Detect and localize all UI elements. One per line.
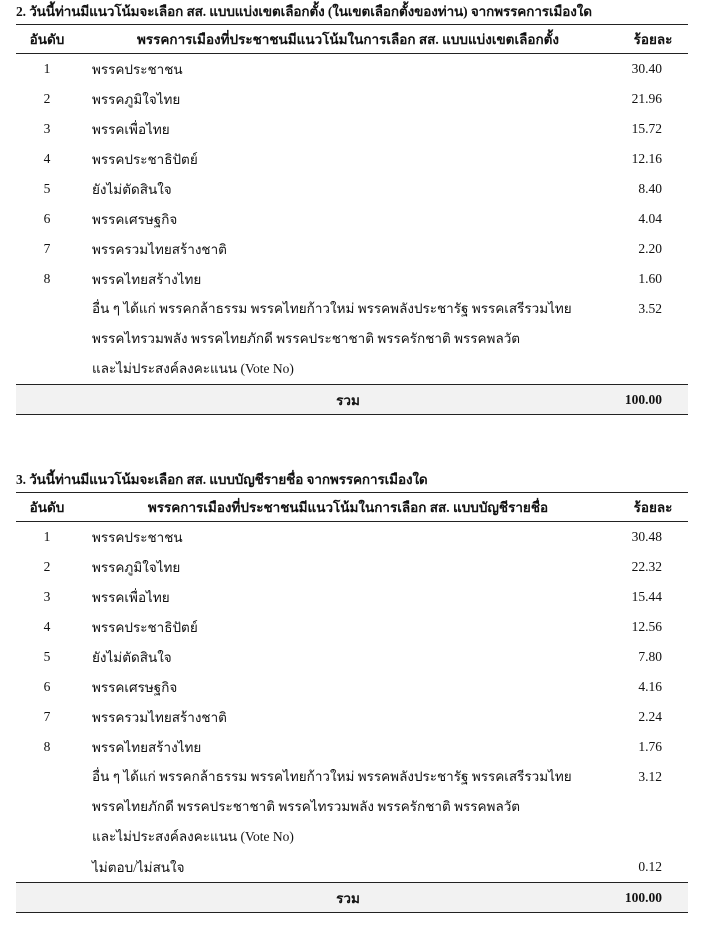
section-2 (16, 2, 688, 415)
table-row (16, 54, 688, 85)
percent-cell: 1.60 (638, 271, 662, 286)
others-line: และไม่ประสงค์ลงคะแนน (Vote No) (92, 361, 294, 376)
others-line: พรรคไทยภักดี พรรคประชาชาติ พรรคไทรวมพลัง พรรครักชาติ พรรคพลวัต (92, 799, 521, 814)
percent-cell: 30.48 (631, 529, 662, 544)
others-line: และไม่ประสงค์ลงคะแนน (Vote No) (92, 829, 294, 844)
others-row (16, 762, 688, 852)
percent-cell: 4.16 (638, 679, 662, 694)
no-answer-row (16, 852, 688, 883)
others-row (16, 294, 688, 385)
party-cell: พรรคเพื่อไทย (92, 122, 170, 137)
total-label: รวม (78, 385, 618, 415)
rank-cell: 3 (43, 589, 51, 604)
header-rank: อันดับ (16, 25, 78, 54)
percent-cell: 15.72 (631, 121, 662, 136)
party-cell: พรรคภูมิใจไทย (92, 560, 181, 575)
total-label: รวม (78, 883, 618, 913)
others-cell (78, 294, 618, 385)
party-cell: พรรครวมไทยสร้างชาติ (92, 710, 227, 725)
rank-cell: 7 (43, 241, 51, 256)
percent-cell: 21.96 (631, 91, 662, 106)
party-cell: พรรคภูมิใจไทย (92, 92, 181, 107)
table-row (16, 732, 688, 762)
party-cell: พรรคประชาธิปัตย์ (92, 620, 198, 635)
section-3-title: 3. วันนี้ท่านมีแนวโน้มจะเลือก สส. แบบบัญชีรายชื่อ จากพรรคการเมืองใด (16, 472, 428, 487)
party-cell: ไม่ตอบ/ไม่สนใจ (92, 860, 185, 875)
percent-cell: 1.76 (638, 739, 662, 754)
header-party: พรรคการเมืองที่ประชาชนมีแนวโน้มในการเลือก สส. แบบแบ่งเขตเลือกตั้ง (78, 25, 618, 54)
table-row (16, 522, 688, 553)
table-row (16, 204, 688, 234)
party-cell: พรรคเพื่อไทย (92, 590, 170, 605)
table-row (16, 552, 688, 582)
party-cell: พรรคประชาชน (92, 62, 183, 77)
others-line: อื่น ๆ ได้แก่ พรรคกล้าธรรม พรรคไทยก้าวใหม่ พรรคพลังประชารัฐ พรรคเสรีรวมไทย (92, 769, 572, 784)
total-percent: 100.00 (618, 385, 688, 415)
others-line: อื่น ๆ ได้แก่ พรรคกล้าธรรม พรรคไทยก้าวใหม่ พรรคพลังประชารัฐ พรรคเสรีรวมไทย (92, 301, 572, 316)
percent-cell: 8.40 (638, 181, 662, 196)
rank-cell: 1 (43, 529, 51, 544)
rank-cell: 5 (43, 181, 51, 196)
header-percent: ร้อยละ (618, 25, 688, 54)
total-percent: 100.00 (618, 883, 688, 913)
table-row (16, 174, 688, 204)
rank-cell: 8 (43, 739, 51, 754)
party-cell: พรรคประชาธิปัตย์ (92, 152, 198, 167)
table-row (16, 84, 688, 114)
others-cell (78, 762, 618, 852)
percent-cell: 12.56 (631, 619, 662, 634)
percent-cell: 3.52 (638, 301, 662, 316)
party-cell: พรรคไทยสร้างไทย (92, 740, 202, 755)
table-row (16, 144, 688, 174)
percent-cell: 4.04 (638, 211, 662, 226)
percent-cell: 22.32 (631, 559, 662, 574)
rank-cell: 1 (43, 61, 51, 76)
party-cell: พรรครวมไทยสร้างชาติ (92, 242, 227, 257)
table-row (16, 702, 688, 732)
rank-cell: 8 (43, 271, 51, 286)
table-row (16, 114, 688, 144)
section-2-title: 2. วันนี้ท่านมีแนวโน้มจะเลือก สส. แบบแบ่งเขตเลือกตั้ง (ในเขตเลือกตั้งของท่าน) จากพรรคการเมืองใด (16, 4, 592, 19)
section-3 (16, 470, 688, 913)
header-rank: อันดับ (16, 493, 78, 522)
table-header-row (16, 25, 688, 54)
party-cell: ยังไม่ตัดสินใจ (92, 182, 172, 197)
table-row (16, 234, 688, 264)
percent-cell: 30.40 (631, 61, 662, 76)
table-row (16, 582, 688, 612)
percent-cell: 2.24 (638, 709, 662, 724)
table-row (16, 612, 688, 642)
others-line: พรรคไทรวมพลัง พรรคไทยภักดี พรรคประชาชาติ พรรครักชาติ พรรคพลวัต (92, 331, 521, 346)
rank-cell: 2 (43, 91, 51, 106)
party-cell: พรรคเศรษฐกิจ (92, 680, 178, 695)
section-3-table (16, 492, 688, 913)
header-percent: ร้อยละ (618, 493, 688, 522)
rank-cell: 2 (43, 559, 51, 574)
percent-cell: 3.12 (638, 769, 662, 784)
table-row (16, 642, 688, 672)
total-row (16, 385, 688, 415)
table-header-row (16, 493, 688, 522)
party-cell: ยังไม่ตัดสินใจ (92, 650, 172, 665)
party-cell: พรรคประชาชน (92, 530, 183, 545)
percent-cell: 7.80 (638, 649, 662, 664)
rank-cell: 5 (43, 649, 51, 664)
table-row (16, 264, 688, 294)
rank-cell: 6 (43, 679, 51, 694)
section-2-table (16, 24, 688, 415)
rank-cell: 4 (43, 151, 51, 166)
percent-cell: 0.12 (638, 859, 662, 874)
header-party: พรรคการเมืองที่ประชาชนมีแนวโน้มในการเลือก สส. แบบบัญชีรายชื่อ (78, 493, 618, 522)
party-cell: พรรคเศรษฐกิจ (92, 212, 178, 227)
table-row (16, 672, 688, 702)
percent-cell: 15.44 (631, 589, 662, 604)
rank-cell: 7 (43, 709, 51, 724)
rank-cell: 3 (43, 121, 51, 136)
percent-cell: 2.20 (638, 241, 662, 256)
percent-cell: 12.16 (631, 151, 662, 166)
total-row (16, 883, 688, 913)
rank-cell: 6 (43, 211, 51, 226)
rank-cell: 4 (43, 619, 51, 634)
party-cell: พรรคไทยสร้างไทย (92, 272, 202, 287)
